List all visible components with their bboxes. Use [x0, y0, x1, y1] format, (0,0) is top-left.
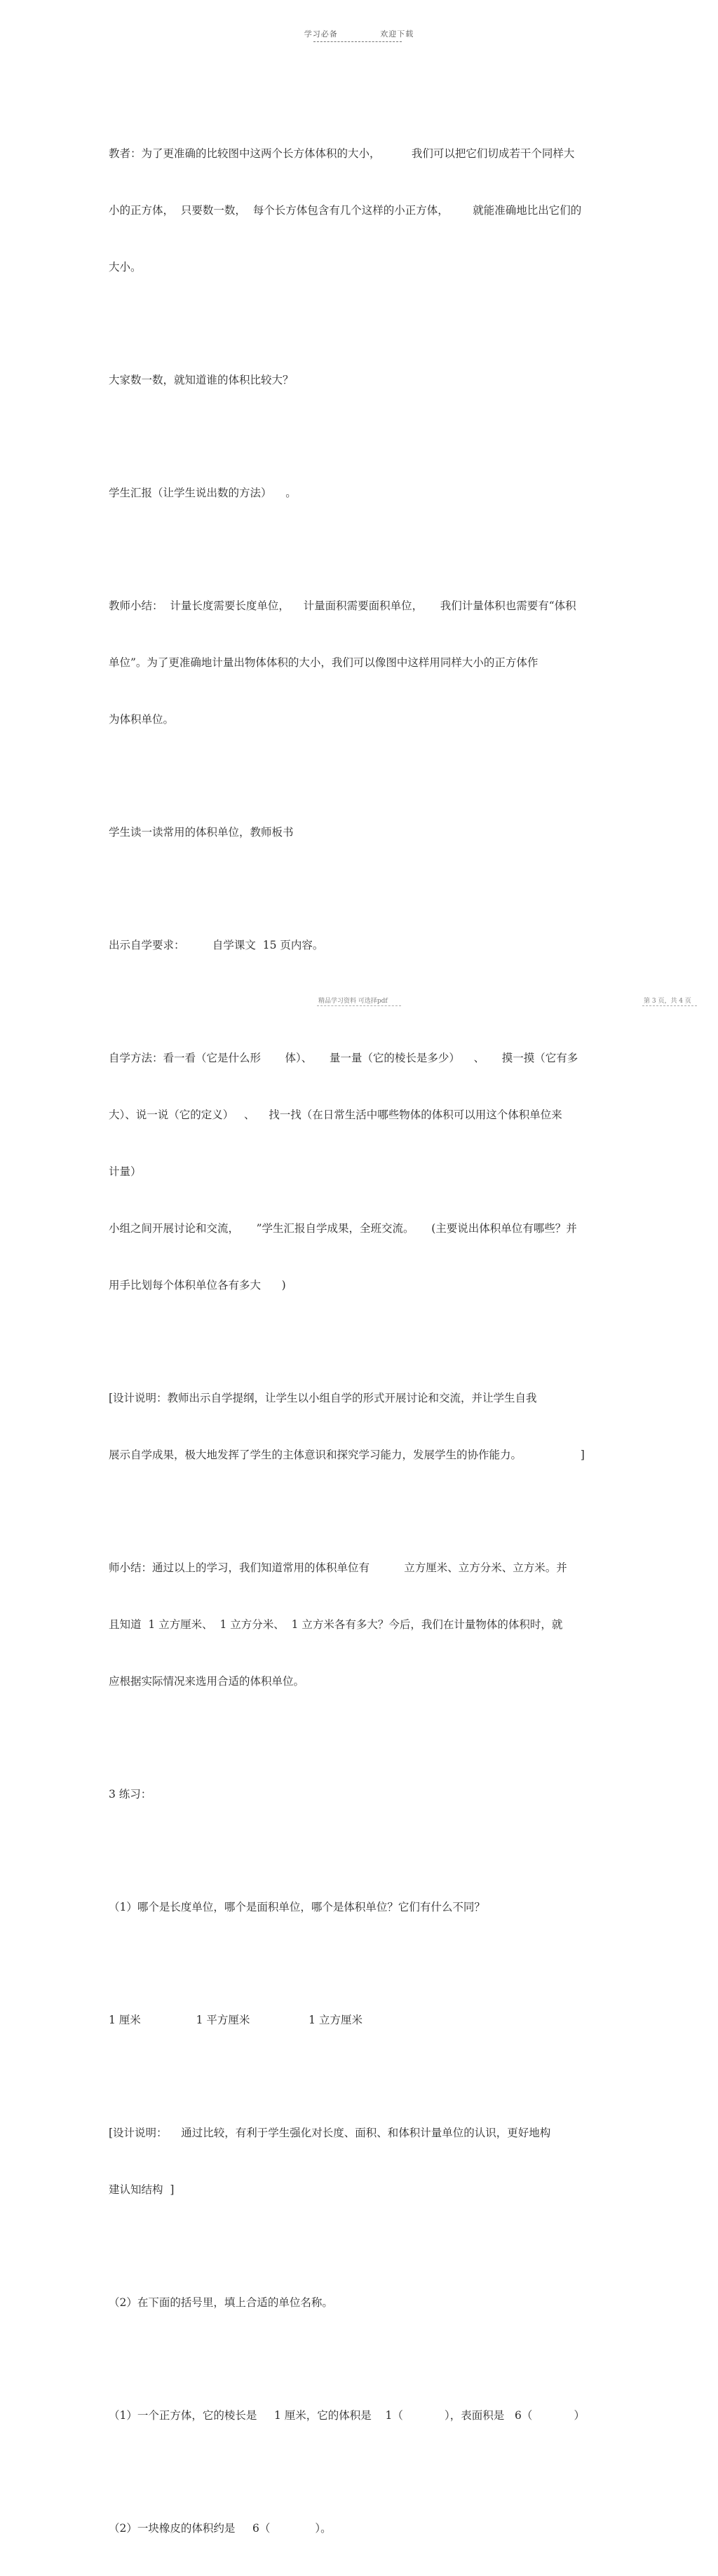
paragraph	[109, 107, 610, 315]
text-line: 建认知结构 ]	[109, 2183, 175, 2196]
footer-left-text: 精品学习资料 可选择pdf	[318, 998, 388, 1005]
text-line: 小的正方体， 只要数一数， 每个长方体包含有几个这样的小正方体， 就能准确地比出它们的	[109, 204, 582, 217]
text-line: 学生读一读常用的体积单位，教师板书	[109, 826, 294, 839]
paragraph	[109, 1747, 610, 1842]
text-line: 出示自学要求： 自学课文 15 页内容。	[109, 939, 324, 951]
text-line: 大小。	[109, 261, 142, 273]
paragraph	[109, 559, 610, 767]
paragraph	[109, 1011, 610, 1333]
page-header	[0, 28, 718, 39]
paragraph	[109, 2481, 610, 2576]
paragraph	[109, 785, 610, 880]
text-line: 小组之间开展讨论和交流， ”学生汇报自学成果，全班交流。 (主要说出体积单位有哪些？并	[109, 1222, 577, 1235]
text-line: 教者：为了更准确的比较图中这两个长方体体积的大小， 我们可以把它们切成若干个同样大	[109, 147, 575, 160]
paragraph	[109, 446, 610, 541]
text-line: [设计说明： 通过比较，有利于学生强化对长度、面积、和体积计量单位的认识，更好地构	[109, 2127, 551, 2139]
text-line: 教师小结： 计量长度需要长度单位， 计量面积需要面积单位， 我们计量体积也需要有“体积	[109, 599, 576, 612]
text-line: 1 厘米 1 平方厘米 1 立方厘米	[109, 2014, 363, 2026]
text-line: 展示自学成果，极大地发挥了学生的主体意识和探究学习能力，发展学生的协作能力。 ]	[109, 1449, 585, 1461]
text-line: 为体积单位。	[109, 713, 175, 726]
paragraph	[109, 1521, 610, 1729]
footer-page-number: 第 3 页，共 4 页	[644, 998, 691, 1005]
paragraph	[109, 2086, 610, 2237]
paragraph	[109, 1860, 610, 1955]
header-left-text: 学习必备	[304, 29, 338, 39]
text-line: （1）哪个是长度单位，哪个是面积单位，哪个是体积单位？它们有什么不同？	[109, 1901, 485, 1913]
text-line: 学生汇报（让学生说出数的方法） 。	[109, 487, 297, 499]
paragraph	[109, 1973, 610, 2068]
text-line: 自学方法：看一看（它是什么形 体）、 量一量（它的棱长是多少） 、 摸一摸（它有多	[109, 1052, 578, 1064]
text-line: 3 练习：	[109, 1788, 152, 1801]
text-line: 用手比划每个体积单位各有多大 )	[109, 1279, 286, 1292]
text-line: （1）一个正方体，它的棱长是 1 厘米，它的体积是 1（ ），表面积是 6（ ）	[109, 2409, 585, 2422]
text-line: 大家数一数，就知道谁的体积比较大？	[109, 374, 294, 386]
paragraph	[109, 1351, 610, 1503]
text-line: 单位”。为了更准确地计量出物体体积的大小，我们可以像图中这样用同样大小的正方体作	[109, 656, 538, 669]
text-line: 大）、说一说（它的定义） 、 找一找（在日常生活中哪些物体的体积可以用这个体积单位来	[109, 1109, 562, 1121]
header-right-text: 欢迎下载	[380, 29, 414, 39]
paragraph	[109, 2256, 610, 2350]
header-rule	[313, 41, 402, 42]
paragraph	[109, 898, 610, 993]
text-line: [设计说明：教师出示自学提纲，让学生以小组自学的形式开展讨论和交流，并让学生自我	[109, 1392, 537, 1404]
text-line: （2）一块橡皮的体积约是 6（ ）。	[109, 2522, 332, 2535]
paragraph	[109, 333, 610, 428]
text-line: （2）在下面的括号里，填上合适的单位名称。	[109, 2296, 333, 2309]
text-line: 师小结：通过以上的学习，我们知道常用的体积单位有 立方厘米、立方分米、立方米。并	[109, 1561, 567, 1574]
footer-rule-left	[317, 1005, 401, 1006]
text-line: 应根据实际情况来选用合适的体积单位。	[109, 1675, 305, 1688]
text-line: 计量）	[109, 1165, 142, 1178]
footer-rule-right	[642, 1005, 697, 1006]
paragraph	[109, 2368, 610, 2463]
document-body	[109, 107, 610, 2576]
text-line: 且知道 1 立方厘米、 1 立方分米、 1 立方米各有多大？今后，我们在计量物体的体积时，就	[109, 1618, 563, 1631]
